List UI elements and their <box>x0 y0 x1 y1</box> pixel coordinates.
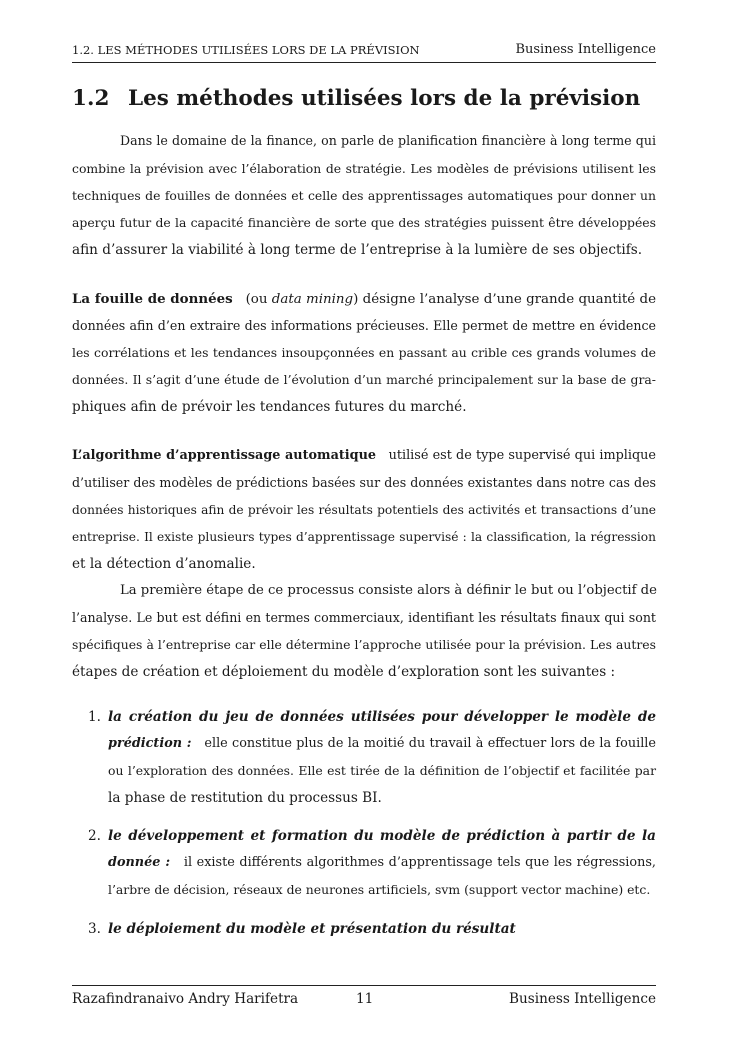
paragraph-line: afin d’assurer la viabilité à long terme de l’entreprise à la lumière de ses objectifs. <box>72 242 643 258</box>
list-item-number: 3. <box>88 921 101 937</box>
paragraph-line: entreprise. Il existe plusieurs types d’apprentissage supervisé : la classification, la régression <box>72 530 656 544</box>
paragraph-line: les corrélations et les tendances insoupçonnées en passant au crible ces grands volumes de <box>72 345 656 360</box>
list-item-line: la phase de restitution du processus BI. <box>108 790 382 806</box>
list-item-title: prédiction : <box>108 736 192 751</box>
list-item-number: 2. <box>88 828 101 844</box>
paragraph-line: données. Il s’agit d’une étude de l’évolution d’un marché principalement sur la base de gra- <box>72 372 656 387</box>
term-ml-algorithm: L’algorithme d’apprentissage automatique <box>72 448 377 463</box>
list-item-line <box>108 854 656 872</box>
header-section-title: 1.2. LES MÉTHODES UTILISÉES LORS DE LA PRÉVISION <box>72 43 420 57</box>
text-italic: data mining <box>271 292 354 307</box>
paragraph-line: La première étape de ce processus consiste alors à définir le but ou l’objectif de <box>120 583 657 598</box>
list-item-title: le développement et formation du modèle de prédiction à partir de la <box>108 828 656 844</box>
section-number: 1.2 <box>72 86 110 111</box>
running-header <box>72 40 656 63</box>
text-span: utilisé est de type supervisé qui implique <box>388 448 656 463</box>
paragraph-line: aperçu futur de la capacité financière de sorte que des stratégies puissent être développées <box>72 215 656 230</box>
page-footer <box>72 985 656 1010</box>
paragraph-line: combine la prévision avec l’élaboration de stratégie. Les modèles de prévisions utilisent les <box>72 161 656 176</box>
list-item-line <box>108 735 656 753</box>
paragraph-line: et la détection d’anomalie. <box>72 556 256 572</box>
paragraph-line: données historiques afin de prévoir les résultats potentiels des activités et transactions d’une <box>72 503 656 517</box>
list-item-number: 1. <box>88 709 101 725</box>
term-data-mining: La fouille de données <box>72 291 233 307</box>
paragraph-line <box>72 290 656 309</box>
footer-doc-title: Business Intelligence <box>509 991 656 1007</box>
list-item-line: ou l’exploration des données. Elle est tirée de la définition de l’objectif et facilitée par <box>108 763 656 778</box>
section-heading <box>72 86 640 111</box>
paragraph-line: phiques afin de prévoir les tendances futures du marché. <box>72 399 467 415</box>
paragraph-line: étapes de création et déploiement du modèle d’exploration sont les suivantes : <box>72 664 616 680</box>
paragraph-line: d’utiliser des modèles de prédictions basées sur des données existantes dans notre cas des <box>72 475 656 490</box>
list-item-title: donnée : <box>108 855 171 870</box>
text-span: ) désigne l’analyse d’une grande quantité de <box>353 292 657 307</box>
text-span: (ou <box>245 292 272 307</box>
header-doc-title: Business Intelligence <box>515 42 656 57</box>
paragraph-line: données afin d’en extraire des informations précieuses. Elle permet de mettre en évidence <box>72 318 656 333</box>
paragraph-line: spécifiques à l’entreprise car elle détermine l’approche utilisée pour la prévision. Les autres <box>72 637 656 652</box>
page-number: 11 <box>356 991 374 1007</box>
paragraph-line: l’analyse. Le but est défini en termes commerciaux, identifiant les résultats finaux qui sont <box>72 610 656 625</box>
list-item-title: le déploiement du modèle et présentation du résultat <box>108 921 516 937</box>
list-item-line: l’arbre de décision, réseaux de neurones artificiels, svm (support vector machine) etc. <box>108 882 651 897</box>
list-item-title: la création du jeu de données utilisées pour développer le modèle de <box>108 709 656 725</box>
paragraph-line <box>72 447 656 465</box>
text-span: il existe différents algorithmes d’apprentissage tels que les régressions, <box>183 855 656 870</box>
paragraph-line: Dans le domaine de la finance, on parle de planification financière à long terme qui <box>120 133 656 148</box>
footer-author: Razafindranaivo Andry Harifetra <box>72 991 299 1007</box>
section-title: Les méthodes utilisées lors de la prévision <box>128 86 641 111</box>
text-span: elle constitue plus de la moitié du travail à effectuer lors de la fouille <box>204 736 656 751</box>
paragraph-line: techniques de fouilles de données et celle des apprentissages automatiques pour donner un <box>72 188 656 203</box>
